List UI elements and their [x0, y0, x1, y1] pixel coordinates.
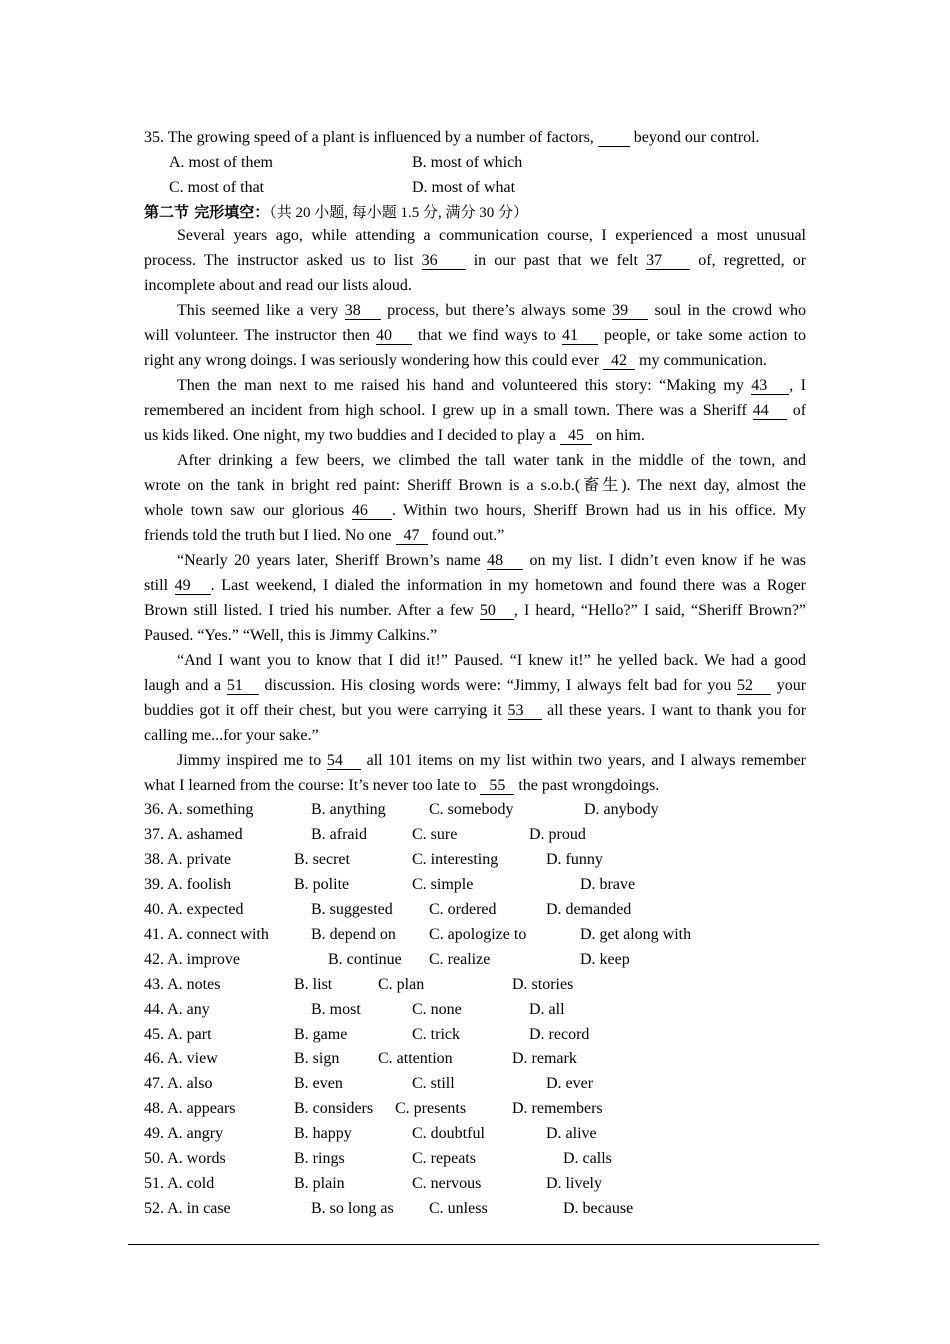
blank-54: 54 — [327, 752, 361, 770]
blank-42: 42 — [603, 352, 635, 370]
q45-option-a: 45. A. part — [144, 1026, 212, 1043]
q39-option-d: D. brave — [580, 876, 636, 893]
q47-option-b: B. even — [294, 1075, 343, 1092]
blank-50: 50 — [480, 602, 514, 620]
q43-option-a: 43. A. notes — [144, 976, 221, 993]
q46-option-a: 46. A. view — [144, 1050, 218, 1067]
q41-option-d: D. get along with — [580, 926, 692, 943]
q36-option-b: B. anything — [311, 801, 386, 818]
q35-stem-start: 35. The growing speed of a plant is influenced by a number of factors, — [144, 129, 594, 146]
q47-option-d: D. ever — [546, 1075, 594, 1092]
blank-51: 51 — [227, 677, 259, 695]
blank-37: 37 — [646, 252, 690, 270]
q41-option-c: C. apologize to — [429, 926, 527, 943]
p3-line3: us kids liked. One night, my two buddies and I decided to play a 45 on him. — [144, 427, 645, 444]
blank-39: 39 — [612, 302, 648, 320]
p5-line2: still 49 . Last weekend, I dialed the information in my hometown and found there was a Roger — [144, 577, 807, 594]
blank-47: 47 — [396, 527, 428, 545]
p4-line4: friends told the truth but I lied. No one 47 found out.” — [144, 527, 505, 544]
q46-option-c: C. attention — [378, 1050, 453, 1067]
q37-option-c: C. sure — [412, 826, 458, 843]
p4-line3: whole town saw our glorious 46 . Within two hours, Sheriff Brown had us in his office. My — [144, 502, 806, 519]
q42-option-d: D. keep — [580, 951, 630, 968]
p1-line3: incomplete about and read our lists aloud. — [144, 277, 412, 294]
q52-option-a: 52. A. in case — [144, 1200, 231, 1217]
blank-36: 36 — [422, 252, 466, 270]
q35-option-a: A. most of them — [169, 154, 273, 171]
blank-44: 44 — [753, 402, 787, 420]
p4-line1: After drinking a few beers, we climbed the tall water tank in the middle of the town, and — [177, 452, 806, 469]
q37-option-d: D. proud — [529, 826, 586, 843]
q37-option-a: 37. A. ashamed — [144, 826, 243, 843]
p5-line1: “Nearly 20 years later, Sheriff Brown’s name 48 on my list. I didn’t even know if he was — [177, 552, 807, 569]
blank-55: 55 — [480, 777, 514, 795]
q38-option-d: D. funny — [546, 851, 603, 868]
p3-line1: Then the man next to me raised his hand and volunteered this story: “Making my 43 , I — [177, 377, 807, 394]
p1-line1: Several years ago, while attending a communication course, I experienced a most unusual — [177, 227, 806, 244]
q49-option-c: C. doubtful — [412, 1125, 485, 1142]
q36-option-c: C. somebody — [429, 801, 514, 818]
q48-option-d: D. remembers — [512, 1100, 603, 1117]
q44-option-b: B. most — [311, 1001, 361, 1018]
q35-blank — [598, 129, 630, 147]
q44-option-c: C. none — [412, 1001, 462, 1018]
q39-option-c: C. simple — [412, 876, 474, 893]
q47-option-a: 47. A. also — [144, 1075, 213, 1092]
q35-option-d: D. most of what — [412, 179, 516, 196]
q38-option-a: 38. A. private — [144, 851, 232, 868]
p4-line2: wrote on the tank in bright red paint: Sheriff Brown is a s.o.b.(畜生). The next day, almost the — [144, 477, 806, 494]
q50-option-d: D. calls — [563, 1150, 612, 1167]
q44-option-d: D. all — [529, 1001, 565, 1018]
p5-line3: Brown still listed. I tried his number. After a few 50 , I heard, “Hello?” I said, “Sheriff Brown?” — [144, 602, 807, 619]
q46-option-b: B. sign — [294, 1050, 340, 1067]
p2-line2: will volunteer. The instructor then 40 that we find ways to 41 people, or take some action to — [144, 327, 807, 344]
footer-divider — [128, 1244, 819, 1245]
q52-option-c: C. unless — [429, 1200, 488, 1217]
q41-option-a: 41. A. connect with — [144, 926, 269, 943]
q47-option-c: C. still — [412, 1075, 455, 1092]
section-heading — [144, 202, 528, 223]
q41-option-b: B. depend on — [311, 926, 396, 943]
q42-option-c: C. realize — [429, 951, 491, 968]
p1-line2: process. The instructor asked us to list 36 in our past that we felt 37 of, regretted, or — [144, 252, 807, 269]
q35-stem-end: beyond our control. — [633, 129, 760, 146]
p7-line2: what I learned from the course: It’s never too late to 55 the past wrongdoings. — [144, 777, 660, 794]
q36-option-a: 36. A. something — [144, 801, 254, 818]
q43-option-b: B. list — [294, 976, 333, 993]
q50-option-c: C. repeats — [412, 1150, 476, 1167]
blank-43: 43 — [751, 377, 789, 395]
q49-option-b: B. happy — [294, 1125, 352, 1142]
q44-option-a: 44. A. any — [144, 1001, 210, 1018]
p2-line3: right any wrong doings. I was seriously wondering how this could ever 42 my communication. — [144, 352, 768, 369]
blank-38: 38 — [345, 302, 381, 320]
q51-option-a: 51. A. cold — [144, 1175, 215, 1192]
q51-option-b: B. plain — [294, 1175, 345, 1192]
p5-line4: Paused. “Yes.” “Well, this is Jimmy Calkins.” — [144, 627, 438, 644]
q35-option-c: C. most of that — [169, 179, 265, 196]
p2-line1: This seemed like a very 38 process, but there’s always some 39 soul in the crowd who — [177, 302, 807, 319]
blank-53: 53 — [508, 702, 542, 720]
section-title: 第二节 完形填空： — [144, 203, 270, 221]
q52-option-d: D. because — [563, 1200, 634, 1217]
q48-option-a: 48. A. appears — [144, 1100, 236, 1117]
q49-option-d: D. alive — [546, 1125, 597, 1142]
p6-line2: laugh and a 51 discussion. His closing words were: “Jimmy, I always felt bad for you 52 your — [144, 677, 807, 694]
q38-option-c: C. interesting — [412, 851, 499, 868]
q49-option-a: 49. A. angry — [144, 1125, 224, 1142]
blank-52: 52 — [737, 677, 771, 695]
q35-stem — [144, 128, 760, 148]
q52-option-b: B. so long as — [311, 1200, 394, 1217]
q42-option-a: 42. A. improve — [144, 951, 240, 968]
q48-option-b: B. considers — [294, 1100, 374, 1117]
p6-line1: “And I want you to know that I did it!” Paused. “I knew it!” he yelled back. We had a good — [177, 652, 806, 669]
p3-line2: remembered an incident from high school. I grew up in a small town. There was a Sheriff 44 of — [144, 402, 807, 419]
q50-option-a: 50. A. words — [144, 1150, 226, 1167]
blank-49: 49 — [175, 577, 211, 595]
q42-option-b: B. continue — [328, 951, 402, 968]
q40-option-a: 40. A. expected — [144, 901, 244, 918]
q39-option-b: B. polite — [294, 876, 350, 893]
section-note: （共 20 小题, 每小题 1.5 分, 满分 30 分） — [269, 205, 528, 221]
q38-option-b: B. secret — [294, 851, 350, 868]
blank-45: 45 — [560, 427, 592, 445]
blank-41: 41 — [562, 327, 598, 345]
q51-option-d: D. lively — [546, 1175, 602, 1192]
q37-option-b: B. afraid — [311, 826, 367, 843]
q45-option-c: C. trick — [412, 1026, 460, 1043]
blank-40: 40 — [376, 327, 412, 345]
q40-option-b: B. suggested — [311, 901, 393, 918]
p7-line1: Jimmy inspired me to 54 all 101 items on my list within two years, and I always remember — [177, 752, 807, 769]
blank-46: 46 — [352, 502, 392, 520]
q43-option-d: D. stories — [512, 976, 574, 993]
q48-option-c: C. presents — [395, 1100, 467, 1117]
q46-option-d: D. remark — [512, 1050, 577, 1067]
p6-line3: buddies got it off their chest, but you were carrying it 53 all these years. I want to thank you for — [144, 702, 807, 719]
q45-option-b: B. game — [294, 1026, 348, 1043]
q36-option-d: D. anybody — [584, 801, 659, 818]
q50-option-b: B. rings — [294, 1150, 345, 1167]
q43-option-c: C. plan — [378, 976, 425, 993]
q40-option-c: C. ordered — [429, 901, 497, 918]
q51-option-c: C. nervous — [412, 1175, 482, 1192]
q45-option-d: D. record — [529, 1026, 590, 1043]
q40-option-d: D. demanded — [546, 901, 632, 918]
q39-option-a: 39. A. foolish — [144, 876, 232, 893]
q35-option-b: B. most of which — [412, 154, 523, 171]
blank-48: 48 — [487, 552, 523, 570]
p6-line4: calling me...for your sake.” — [144, 727, 319, 744]
